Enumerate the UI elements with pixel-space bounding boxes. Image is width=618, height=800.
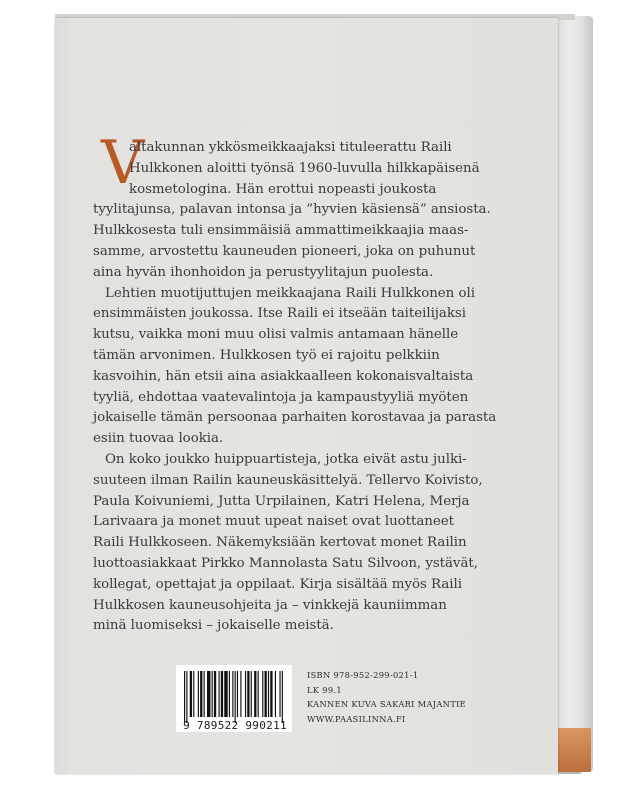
publisher-url: WWW.PAASILINNA.FI <box>307 713 406 724</box>
blurb-line: minä luomiseksi – jokaiselle meistä. <box>93 618 334 634</box>
blurb-line: Hulkkosen kauneusohjeita ja – vinkkejä kauniimman <box>93 597 447 613</box>
barcode-bar <box>214 671 216 717</box>
barcode-bar <box>265 671 267 717</box>
barcode-bar <box>254 671 256 717</box>
blurb-line: kollegat, opettajat ja oppilaat. Kirja sisältää myös Raili <box>93 576 462 592</box>
drop-cap: V <box>101 128 145 198</box>
barcode-bar <box>204 671 205 717</box>
barcode-bar <box>200 671 202 717</box>
blurb-line: Hulkkosesta tuli ensimmäisiä ammattimeikkaajia maas- <box>93 223 469 239</box>
barcode-bar <box>240 671 241 717</box>
blurb-line: tämän arvonimen. Hulkkosen työ ei rajoitu pelkkiin <box>93 347 440 363</box>
barcode-bar <box>219 671 220 717</box>
blurb-line: altakunnan ykkösmeikkaajaksi tituleerattu Raili <box>129 140 452 155</box>
blurb-line: samme, arvostettu kauneuden pioneeri, joka on puhunut <box>93 243 476 259</box>
blurb-line: kasvoihin, hän etsii aina asiakkaalleen kokonaisvaltaista <box>93 368 474 384</box>
barcode-bar <box>190 671 192 717</box>
barcode-bar <box>235 671 236 723</box>
barcode-bar <box>186 671 187 723</box>
barcode-bar <box>270 671 272 717</box>
blurb-line: kosmetologina. Hän erottui nopeasti joukosta <box>129 181 437 197</box>
barcode-bar <box>279 671 280 717</box>
blurb-line: Paula Koivuniemi, Jutta Urpilainen, Katri Helena, Merja <box>93 493 470 509</box>
barcode-bar <box>224 671 227 717</box>
barcode-bar <box>207 671 210 717</box>
barcode-bar <box>247 671 249 717</box>
library-class: LK 99.1 <box>307 684 342 695</box>
blurb-line: suuteen ilman Railin kauneuskäsittelyä. Tellervo Koivisto, <box>93 472 483 488</box>
blurb-line: Lehtien muotijuttujen meikkaajana Raili Hulkkonen oli <box>105 285 475 301</box>
book-spine-edge <box>553 16 593 772</box>
barcode-bar <box>245 671 246 717</box>
spine-accent-stripe <box>555 728 591 772</box>
blurb-line: Hulkkonen aloitti työnsä 1960-luvulla hilkkapäisenä <box>129 160 480 176</box>
barcode-bar <box>232 671 233 717</box>
barcode-bar <box>229 671 230 717</box>
barcode-bar <box>268 671 269 717</box>
blurb-line: luottoasiakkaat Pirkko Mannolasta Satu Silvoon, ystävät, <box>93 555 478 571</box>
blurb-line: jokaiselle tämän persoonaa parhaiten korostavaa ja parasta <box>93 410 497 426</box>
barcode-bar <box>221 671 223 717</box>
blurb-line: ensimmäisten joukossa. Itse Raili ei itseään taiteilijaksi <box>93 306 466 322</box>
blurb-line: esiin tuovaa lookia. <box>93 431 224 447</box>
blurb-line: Larivaara ja monet muut upeat naiset ovat luottaneet <box>93 514 454 530</box>
barcode-bar <box>282 671 283 723</box>
blurb-line: On koko joukko huippuartisteja, jotka eivät astu julki- <box>105 451 467 467</box>
barcode-bar <box>251 671 252 717</box>
blurb-line: aina hyvän ihonhoidon ja perustyylitajun puolesta. <box>93 264 434 280</box>
cover-photo-credit: KANNEN KUVA SAKARI MAJANTIE <box>307 699 467 710</box>
barcode-bar <box>193 671 194 717</box>
blurb-text <box>93 138 523 637</box>
barcode-bar <box>275 671 276 717</box>
barcode-bar <box>212 671 213 717</box>
isbn-number: ISBN 978-952-299-021-1 <box>307 670 419 680</box>
barcode-number: 9 789522 990211 <box>183 719 287 732</box>
barcode-bars <box>180 671 288 723</box>
isbn-block <box>307 668 466 726</box>
barcode-bar <box>237 671 238 717</box>
barcode-bar <box>262 671 263 717</box>
blurb-line: tyyliä, ehdottaa vaatevalintoja ja kampaustyyliä myöten <box>93 389 469 405</box>
barcode-bar <box>184 671 185 723</box>
blurb-line: tyylitajunsa, palavan intonsa ja ”hyvien käsiensä” ansiosta. <box>93 202 491 218</box>
barcode-bar <box>258 671 259 717</box>
blurb-line: kutsu, vaikka moni muu olisi valmis antamaan hänelle <box>93 327 459 343</box>
blurb-line: Raili Hulkkoseen. Näkemyksiään kertovat monet Railin <box>93 535 467 551</box>
barcode-bar <box>198 671 199 717</box>
